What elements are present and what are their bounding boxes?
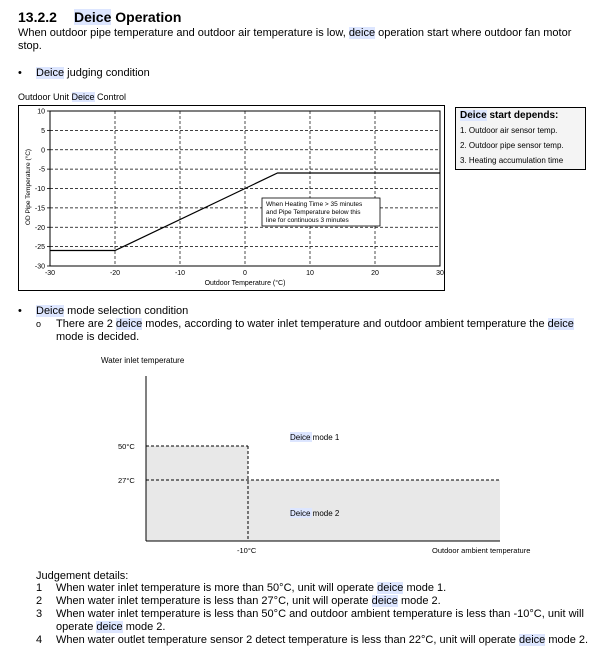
y-tick-label: 10 <box>37 108 45 116</box>
section-heading <box>18 9 181 25</box>
judgement-text-b: mode 2. <box>545 634 589 646</box>
y-tick-label: -20 <box>34 224 45 232</box>
section-title: Operation <box>111 9 182 25</box>
mode-description-text <box>56 318 586 344</box>
judgement-number: 1 <box>36 582 43 594</box>
y-tick-label: -15 <box>34 205 45 213</box>
bullet-symbol: • <box>18 305 22 317</box>
judgement-highlight: deice <box>371 595 398 607</box>
deice-mode-diagram <box>96 350 556 562</box>
judgement-highlight: deice <box>377 582 404 594</box>
legend-item: 3. Heating accumulation time <box>460 156 564 165</box>
diagram-y-label: Water inlet temperature <box>101 356 185 365</box>
mode1-label: Deice mode 1 <box>290 433 340 442</box>
judgement-text-a: When water outlet temperature sensor 2 detect temperature is less than 22°C, unit will operate <box>56 634 519 646</box>
judgement-text-b: mode 1. <box>403 582 447 594</box>
y-tick-label: -10 <box>34 186 45 193</box>
deice-control-chart <box>18 105 445 291</box>
sub-text-3: mode is decided. <box>56 331 140 343</box>
bullet2-text: mode selection condition <box>64 305 189 317</box>
chart-title-highlight: Deice <box>71 92 95 102</box>
tick-27c: 27°C <box>118 476 135 485</box>
annotation-line-2: and Pipe Temperature below this <box>266 209 361 216</box>
y-axis-label: OD Pipe Temperature (°C) <box>25 148 32 226</box>
chart-title <box>18 92 126 102</box>
judgement-item <box>36 595 606 608</box>
judgement-item <box>36 634 606 647</box>
section-title-highlight: Deice <box>74 9 112 25</box>
judgement-item <box>36 582 606 595</box>
bullet-judging-condition <box>18 67 150 79</box>
y-tick-label: -30 <box>34 263 45 271</box>
x-tick-label: 20 <box>371 270 379 277</box>
intro-text-2: operation start where outdoor fan motor stop. <box>18 27 572 52</box>
judgement-text-a: When water inlet temperature is less than 27°C, unit will operate <box>56 595 372 607</box>
y-tick-label: 5 <box>41 127 45 135</box>
diagram-x-label: Outdoor ambient temperature <box>432 546 531 555</box>
sub-highlight-2: deice <box>547 318 574 330</box>
judgement-highlight: deice <box>518 634 546 646</box>
annotation-line-1: When Heating Time > 35 minutes <box>266 201 363 208</box>
mode1-zone <box>146 446 248 480</box>
judgement-item <box>36 608 606 634</box>
x-tick-label: -20 <box>109 270 121 277</box>
x-tick-label: -10 <box>174 270 186 277</box>
sub-text-2: modes, according to water inlet temperature and outdoor ambient temperature the <box>142 318 548 330</box>
judgement-title: Judgement details: <box>36 570 129 582</box>
legend-heading <box>460 110 558 121</box>
bullet2-highlight: Deice <box>36 305 65 317</box>
judgement-number: 3 <box>36 608 43 620</box>
section-number: 13.2.2 <box>18 9 57 25</box>
annotation-line-3: line for continuous 3 minutes <box>266 217 349 224</box>
intro-paragraph <box>18 27 588 53</box>
legend-heading-highlight: Deice <box>460 110 487 121</box>
judgement-text-a: When water inlet temperature is more than 50°C, unit will operate <box>56 582 378 594</box>
deice-start-legend <box>455 107 586 170</box>
x-axis-label: Outdoor Temperature (°C) <box>204 280 286 287</box>
intro-highlight: deice <box>348 27 376 39</box>
judgement-number: 4 <box>36 634 43 646</box>
x-tick-label: 0 <box>243 270 247 277</box>
y-tick-label: -25 <box>34 244 45 252</box>
x-tick-label: 30 <box>436 270 444 277</box>
sub-text-1: There are 2 <box>56 318 116 330</box>
bullet1-text: judging condition <box>64 67 150 79</box>
judgement-text-a: When water inlet temperature is less than 50°C and outdoor ambient temperature is less than -10°C, unit will operate <box>56 608 584 633</box>
legend-heading-text: start depends: <box>486 110 559 121</box>
judgement-highlight: deice <box>96 621 123 633</box>
legend-item: 2. Outdoor pipe sensor temp. <box>460 141 564 150</box>
x-tick-label: 10 <box>306 270 314 277</box>
chart-title-a: Outdoor Unit <box>18 92 72 102</box>
sub-highlight-1: deice <box>115 318 143 330</box>
tick-50c: 50°C <box>118 442 135 451</box>
x-tick-label: -30 <box>44 270 56 277</box>
judgement-text-b: mode 2. <box>397 595 441 607</box>
judgement-number: 2 <box>36 595 43 607</box>
judgement-text-b: mode 2. <box>122 621 166 633</box>
mode2-label: Deice mode 2 <box>290 509 340 518</box>
sub-bullet-symbol: o <box>36 319 42 329</box>
bullet1-highlight: Deice <box>36 67 65 79</box>
legend-item: 1. Outdoor air sensor temp. <box>460 126 558 135</box>
intro-text-1: When outdoor pipe temperature and outdoor air temperature is low, <box>18 27 349 39</box>
y-tick-label: 0 <box>41 147 45 155</box>
bullet-symbol: • <box>18 67 22 79</box>
y-tick-label: -5 <box>38 166 45 174</box>
tick-minus10c: -10°C <box>237 546 257 555</box>
chart-title-b: Control <box>94 92 127 102</box>
bullet-mode-selection <box>18 305 189 317</box>
